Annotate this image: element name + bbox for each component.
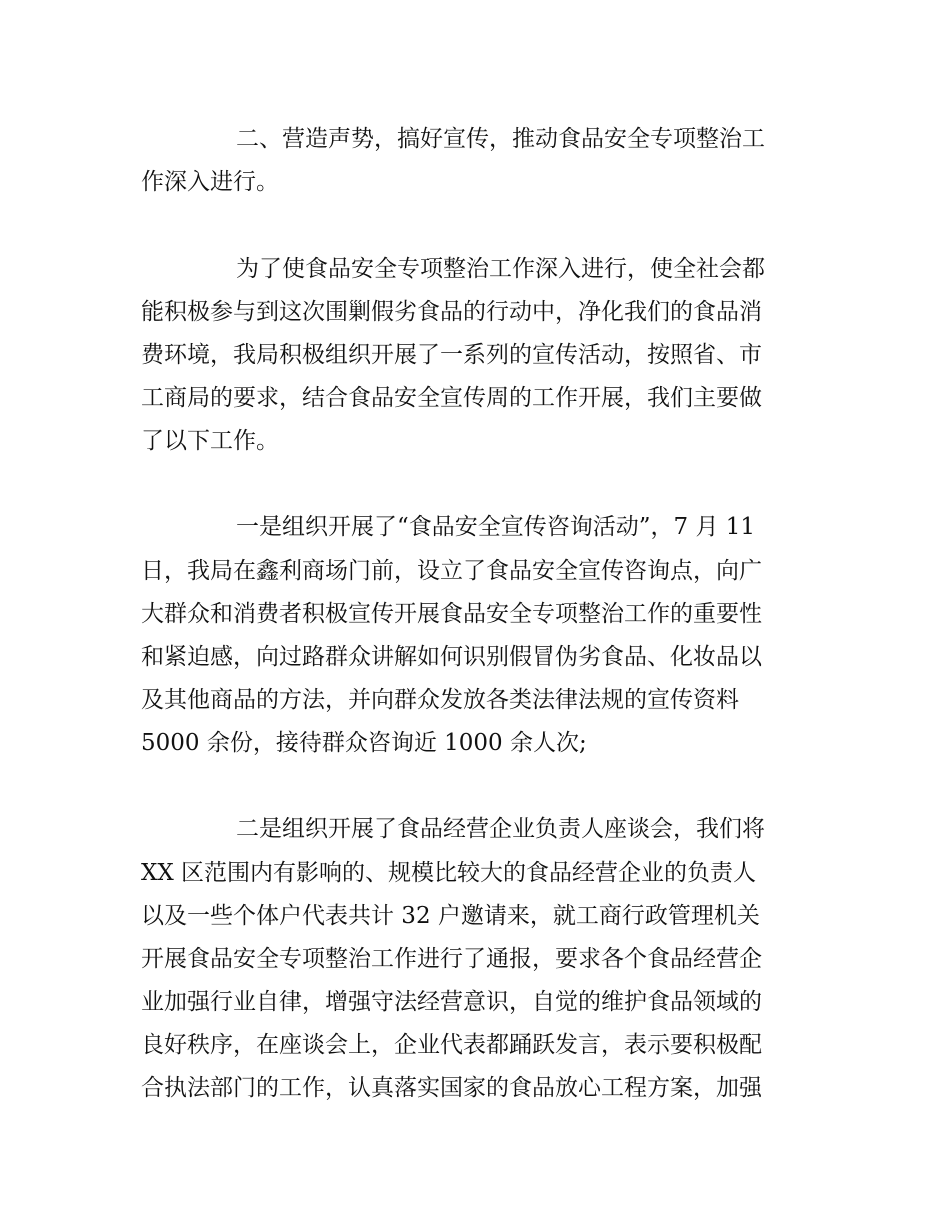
paragraph-2-line-6: 5000 余份，接待群众咨询近 1000 余人次; bbox=[141, 730, 587, 756]
paragraph-1-line-1: 为了使食品安全专项整治工作深入进行，使全社会都 bbox=[236, 256, 765, 282]
heading-line-2: 作深入进行。 bbox=[141, 169, 279, 195]
paragraph-2-line-4: 和紧迫感，向过路群众讲解如何识别假冒伪劣食品、化妆品以 bbox=[141, 644, 762, 670]
paragraph-3-line-3: 以及一些个体户代表共计 32 户邀请来，就工商行政管理机关 bbox=[141, 903, 760, 929]
paragraph-3-line-4: 开展食品安全专项整治工作进行了通报，要求各个食品经营企 bbox=[141, 946, 762, 972]
paragraph-1-line-2: 能积极参与到这次围剿假劣食品的行动中，净化我们的食品消 bbox=[141, 299, 762, 325]
paragraph-3-line-6: 良好秩序，在座谈会上，企业代表都踊跃发言，表示要积极配 bbox=[141, 1032, 762, 1058]
paragraph-3-line-1: 二是组织开展了食品经营企业负责人座谈会，我们将 bbox=[236, 816, 765, 842]
paragraph-2-line-5: 及其他商品的方法，并向群众发放各类法律法规的宣传资料 bbox=[141, 687, 739, 713]
paragraph-2-line-1: 一是组织开展了“食品安全宣传咨询活动”，7 月 11 bbox=[236, 514, 756, 540]
paragraph-1-line-4: 工商局的要求，结合食品安全宣传周的工作开展，我们主要做 bbox=[141, 385, 762, 411]
paragraph-1-line-3: 费环境，我局积极组织开展了一系列的宣传活动，按照省、市 bbox=[141, 342, 762, 368]
paragraph-2-line-3: 大群众和消费者积极宣传开展食品安全专项整治工作的重要性 bbox=[141, 601, 762, 627]
paragraph-1-line-5: 了以下工作。 bbox=[141, 428, 279, 454]
paragraph-3-line-7: 合执法部门的工作，认真落实国家的食品放心工程方案，加强 bbox=[141, 1075, 762, 1101]
paragraph-3-line-2: XX 区范围内有影响的、规模比较大的食品经营企业的负责人 bbox=[141, 860, 757, 886]
paragraph-3-line-5: 业加强行业自律，增强守法经营意识，自觉的维护食品领域的 bbox=[141, 989, 762, 1015]
heading-line-1: 二、营造声势，搞好宣传，推动食品安全专项整治工 bbox=[236, 126, 765, 152]
paragraph-2-line-2: 日，我局在鑫利商场门前，设立了食品安全宣传咨询点，向广 bbox=[141, 558, 762, 584]
